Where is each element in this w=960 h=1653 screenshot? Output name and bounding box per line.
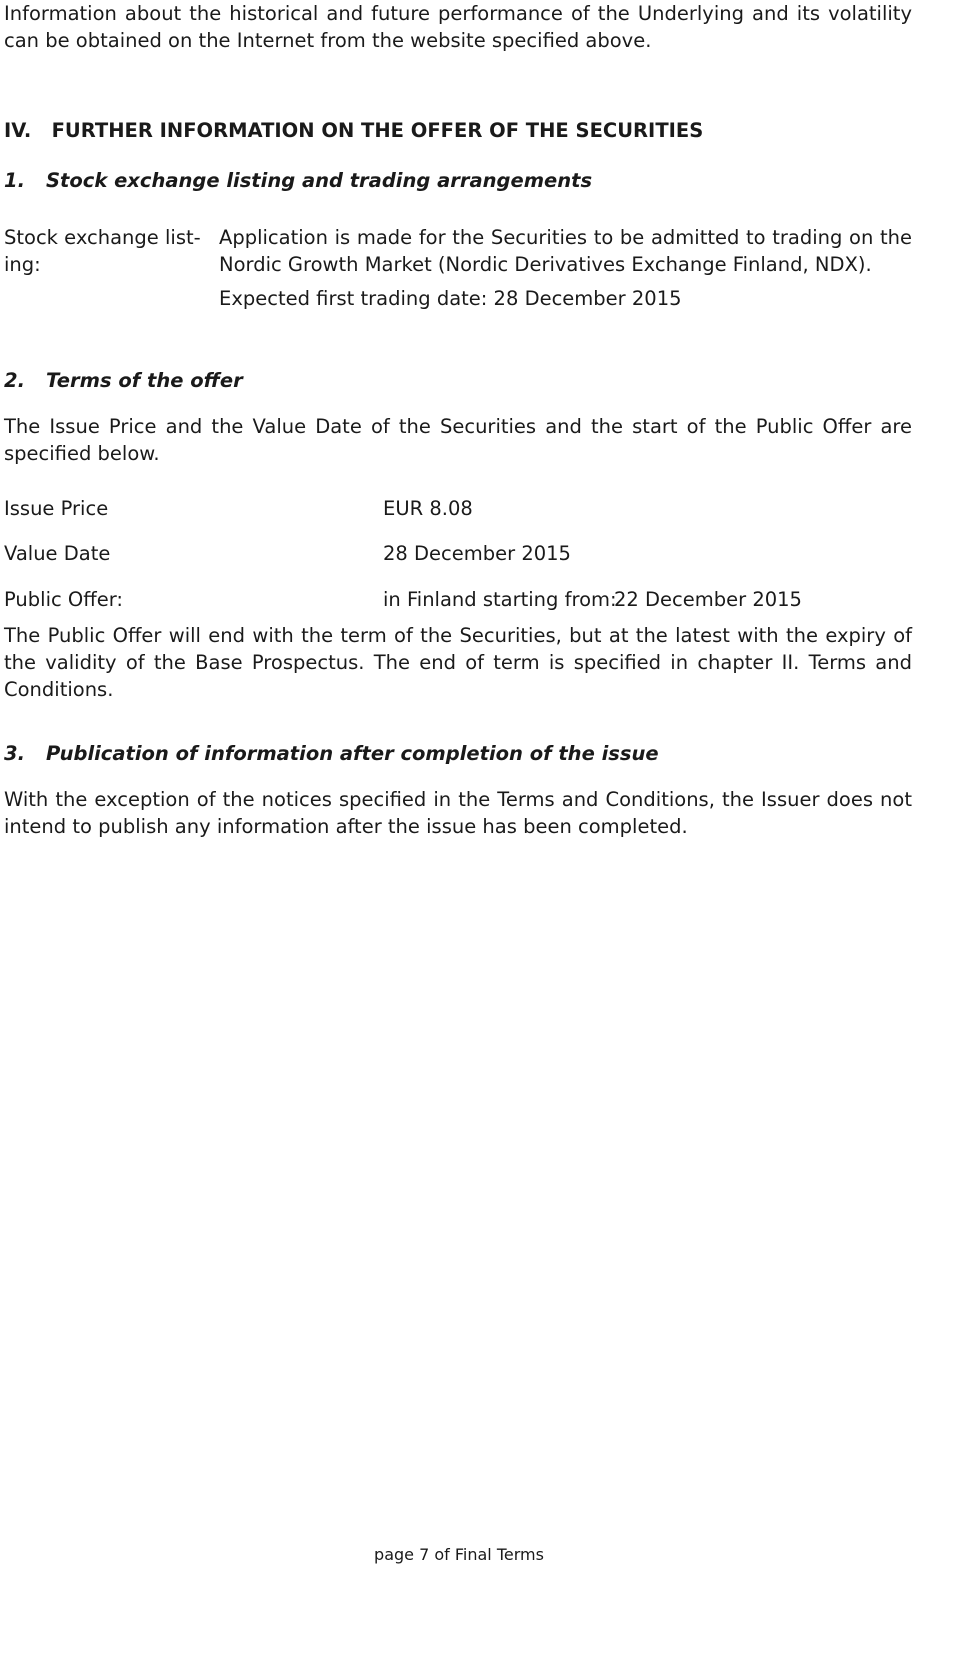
intro-paragraph: Information about the historical and future performance of the Underlying and its volatility can be obtained on the Internet from the website specified above.: [4, 2, 912, 52]
stock-exchange-label-line2: ing:: [4, 253, 41, 276]
stock-exchange-label-line1: Stock exchange list-: [4, 226, 201, 249]
public-offer-date: 22 December 2015: [614, 588, 802, 611]
publication-paragraph: With the exception of the notices specified in the Terms and Conditions, the Issuer does not intend to publish any information after the issue has been completed.: [4, 788, 912, 838]
sub1-number: 1.: [4, 169, 25, 192]
offer-end-paragraph: The Public Offer will end with the term of the Securities, but at the latest with the expiry of the validity of the Base Prospectus. The end of term is specified in chapter II. Terms and Conditions.: [4, 624, 912, 701]
page-footer: page 7 of Final Terms: [374, 1545, 544, 1564]
issue-price-label: Issue Price: [4, 497, 109, 520]
sub3-title: Publication of information after completion of the issue: [46, 742, 659, 765]
value-date-value: 28 December 2015: [383, 542, 571, 565]
sub1-title: Stock exchange listing and trading arrangements: [46, 169, 593, 192]
first-trading-date: Expected first trading date: 28 December 2015: [219, 287, 682, 310]
sub3-number: 3.: [4, 742, 25, 765]
value-date-label: Value Date: [4, 542, 111, 565]
offer-intro: The Issue Price and the Value Date of the Securities and the start of the Public Offer are specified below.: [4, 415, 912, 465]
public-offer-label: Public Offer:: [4, 588, 123, 611]
issue-price-value: EUR 8.08: [383, 497, 473, 520]
section-iv-heading: IV. FURTHER INFORMATION ON THE OFFER OF THE SECURITIES: [4, 119, 704, 142]
listing-application: Application is made for the Securities to be admitted to trading on the Nordic Growth Market (Nordic Derivatives Exchange Finland, NDX).: [219, 226, 912, 276]
sub2-number: 2.: [4, 369, 25, 392]
sub2-title: Terms of the offer: [46, 369, 243, 392]
stock-exchange-label: [4, 224, 204, 278]
public-offer-value: in Finland starting from:: [383, 588, 617, 611]
